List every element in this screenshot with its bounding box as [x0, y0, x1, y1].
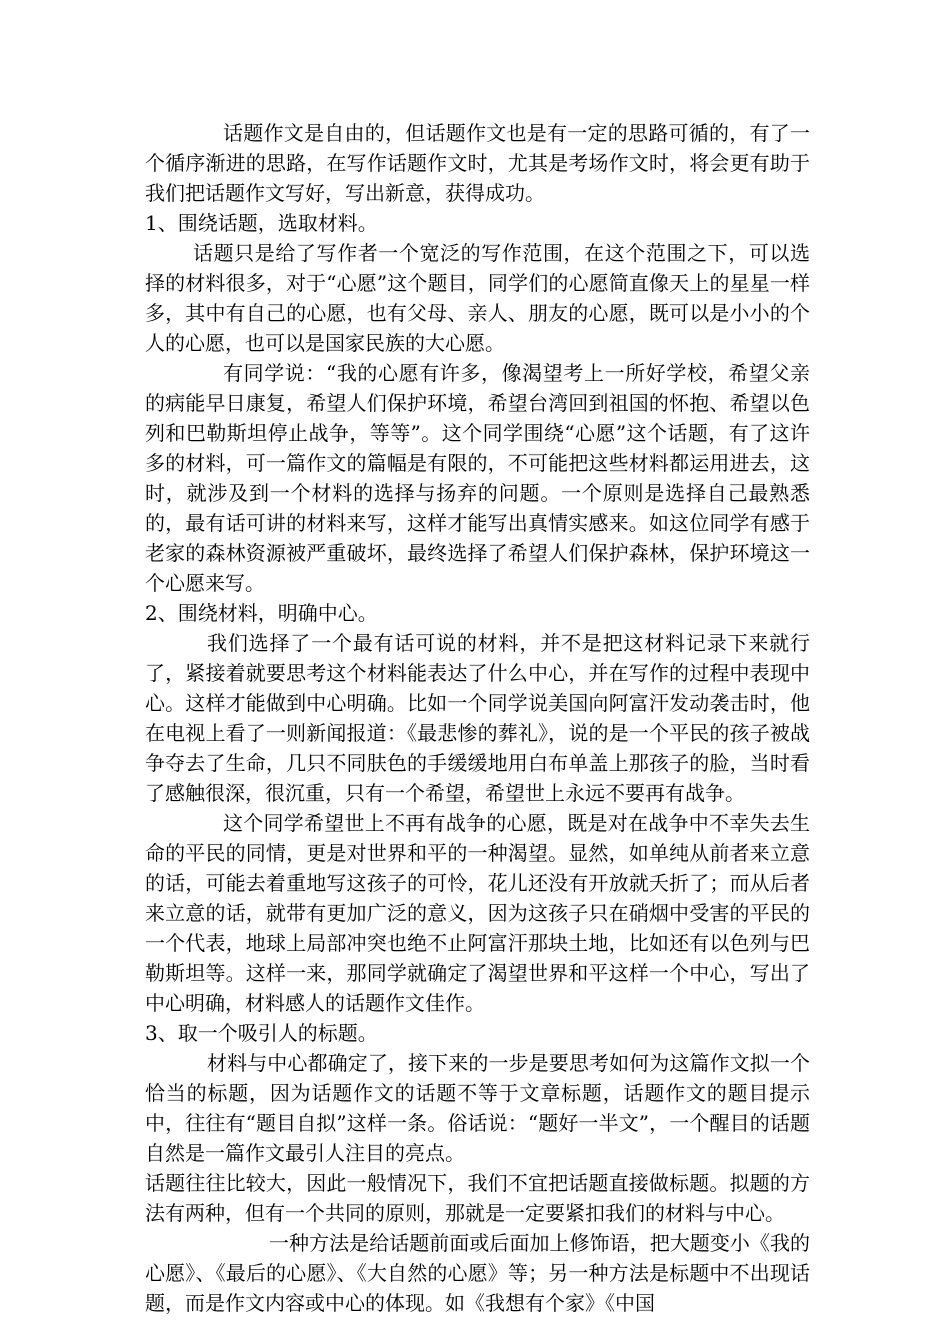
- section-heading-1: 1、围绕话题，选取材料。: [145, 211, 378, 235]
- body-paragraph-5: 材料与中心都确定了，接下来的一步是要思考如何为这篇作文拟一个恰当的标题，因为话题作文的话题不等于文章标题，话题作文的题目提示中，往往有“题目自拟”这样一条。俗话说：“题好一半文”，一个醒目的话题自然是一篇作文最引人注目的亮点。: [145, 1051, 810, 1165]
- section-heading-3: 3、取一个吸引人的标题。: [145, 1021, 378, 1045]
- intro-paragraph: 话题作文是自由的，但话题作文也是有一定的思路可循的，有了一个循序渐进的思路，在写作话题作文时，尤其是考场作文时，将会更有助于我们把话题作文写好，写出新意，获得成功。: [145, 121, 810, 205]
- body-paragraph-4: 这个同学希望世上不再有战争的心愿，既是对在战争中不幸失去生命的平民的同情，更是对世界和平的一种渴望。显然，如单纯从前者来立意的话，可能去着重地写这孩子的可怜，花儿还没有开放就夭折了；而从后者来立意的话，就带有更加广泛的意义，因为这孩子只在硝烟中受害的平民的一个代表，地球上局部冲突也绝不止阿富汗那块土地，比如还有以色列与巴勒斯坦等。这样一来，那同学就确定了渴望世界和平这样一个中心，写出了中心明确，材料感人的话题作文佳作。: [145, 811, 810, 1015]
- body-paragraph-3: 我们选择了一个最有话可说的材料，并不是把这材料记录下来就行了，紧接着就要思考这个材料能表达了什么中心，并在写作的过程中表现中心。这样才能做到中心明确。比如一个同学说美国向阿富汗发动袭击时，他在电视上看了一则新闻报道：《最悲惨的葬礼》，说的是一个平民的孩子被战争夺去了生命，几只不同肤色的手缓缓地用白布单盖上那孩子的脸，当时看了感触很深，很沉重，只有一个希望，希望世上永远不要再有战争。: [145, 631, 810, 805]
- document-page: [145, 118, 810, 1318]
- body-paragraph-7: 一种方法是给话题前面或后面加上修饰语，把大题变小《我的心愿》、《最后的心愿》、《大自然的心愿》等；另一种方法是标题中不出现话题，而是作文内容或中心的体现。如《我想有个家》《中国: [145, 1231, 810, 1315]
- section-heading-2: 2、围绕材料，明确中心。: [145, 601, 378, 625]
- body-paragraph-1: 话题只是给了写作者一个宽泛的写作范围，在这个范围之下，可以选择的材料很多，对于“心愿”这个题目，同学们的心愿简直像天上的星星一样多，其中有自己的心愿，也有父母、亲人、朋友的心愿，既可以是小小的个人的心愿，也可以是国家民族的大心愿。: [145, 241, 810, 355]
- body-paragraph-6: 话题往往比较大，因此一般情况下，我们不宜把话题直接做标题。拟题的方法有两种，但有一个共同的原则，那就是一定要紧扣我们的材料与中心。: [145, 1171, 810, 1225]
- body-paragraph-2: 有同学说：“我的心愿有许多，像渴望考上一所好学校，希望父亲的病能早日康复，希望人们保护环境，希望台湾回到祖国的怀抱、希望以色列和巴勒斯坦停止战争，等等”。这个同学围绕“心愿”这个话题，有了这许多的材料，可一篇作文的篇幅是有限的，不可能把这些材料都运用进去，这时，就涉及到一个材料的选择与扬弃的问题。一个原则是选择自己最熟悉的，最有话可讲的材料来写，这样才能写出真情实感来。如这位同学有感于老家的森林资源被严重破坏，最终选择了希望人们保护森林，保护环境这一个心愿来写。: [145, 361, 810, 595]
